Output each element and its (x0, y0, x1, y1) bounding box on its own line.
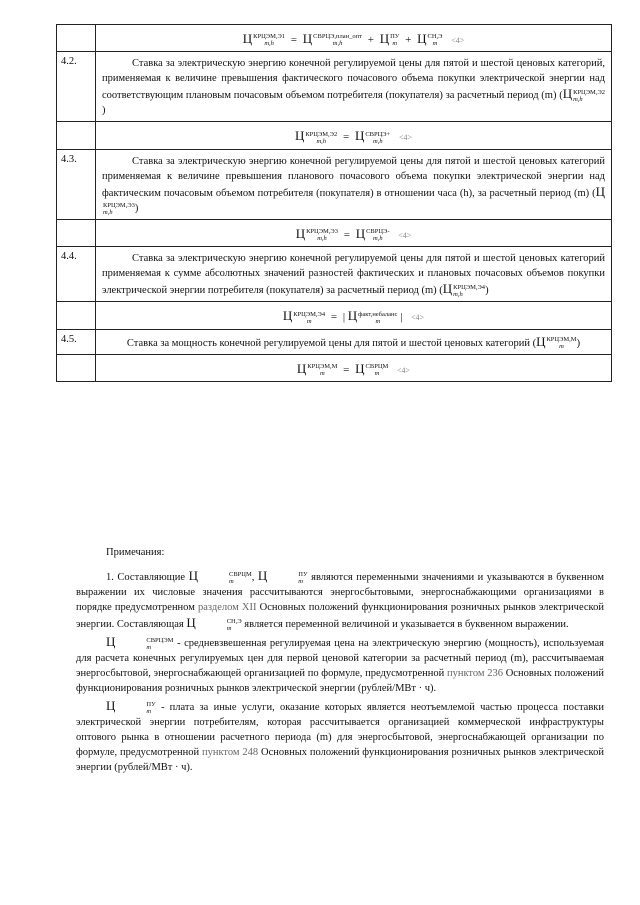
sub: m (559, 343, 564, 351)
sub: m,h (317, 235, 327, 243)
row-description: Ставка за мощность конечной регулируемой цены для пятой и шестой ценовых категорий (Ц КРЦЭМ,М m ) (96, 329, 612, 354)
symbol: Ц (242, 31, 253, 46)
sup: СВРЦЭ,план_опт (313, 33, 362, 41)
symbol: Ц (106, 698, 116, 713)
equals-sign: = (330, 311, 338, 324)
table-row (57, 52, 612, 122)
equals-sign: = (342, 131, 350, 144)
sup: СН,Э (226, 617, 242, 625)
row-description: Ставка за электрическую энергию конечной регулируемой цены для пятой и шестой ценовых категорий применяемая к величине превышения планового почасового объема покупки электрической энергии над фактическим почасовым объемом потребителя (покупателя) в отношении часа (h), за расчетный период (m) (Ц КРЦЭМ,Э3 m,h ) (96, 149, 612, 219)
symbol: Ц (282, 308, 293, 324)
comma: , (251, 572, 255, 583)
sup: КРЦЭМ,Э3 (306, 228, 338, 236)
sub: m,h (373, 235, 383, 243)
sup: СН,Э (427, 33, 443, 41)
symbol: Ц (257, 568, 268, 583)
formula-4-1 (96, 25, 612, 52)
note-text: Основных положений функционирования розничных рынков электрической энергии (рублей/МВт · ч). (76, 668, 605, 694)
symbol: Ц (106, 634, 116, 649)
equals-sign: = (290, 34, 298, 46)
table-row (57, 25, 612, 52)
formula-4-4: Ц КРЦЭМ,Э4 m = | Ц факт,небаланс m | <4> (96, 302, 612, 329)
sup: ПУ (146, 700, 156, 708)
sub: m (392, 40, 398, 48)
sup: ПУ (390, 33, 400, 41)
footnote-ref[interactable]: <4> (398, 230, 412, 240)
empty-cell (57, 219, 96, 246)
symbol: Ц (562, 86, 573, 102)
sup: КРЦЭМ,Э2 (573, 89, 605, 97)
description-text: Ставка за электрическую энергию конечной регулируемой цены для пятой и шестой ценовых категорий применяемая к величине превышения планового почасового объема покупки электрической энергии над фактическим почасовым объемом потребителя (покупателя) в отношении часа (h), за расчетный период (m) (102, 155, 605, 199)
sub: m (375, 317, 381, 325)
symbol: Ц (354, 128, 365, 144)
sup: КРЦЭМ,Э4 (293, 310, 326, 318)
point-link[interactable]: пунктом 236 (446, 668, 504, 679)
notes-section (76, 545, 604, 777)
sup: КРЦЭМ,М (307, 363, 338, 371)
empty-cell (57, 302, 96, 329)
sub: m (374, 370, 380, 378)
sub: m (298, 577, 303, 585)
note-text: - плата за иные услуги, оказание которых является неотъемлемой частью процесса поставки электрической энергии потребителям, которая рассчитывается организацией коммерческой инфраструктуры оптового рынка в отношении расчетного периода (m) для энергосбытовой, энергоснабжающей организации по формуле, предусмотренной (76, 702, 605, 758)
sup: ПУ (298, 570, 308, 578)
table-row (57, 149, 612, 219)
note-text: 1. Составляющие (106, 572, 186, 583)
sub: m,h (332, 40, 343, 48)
row-number: 4.4. (57, 247, 96, 302)
symbol: Ц (186, 615, 196, 630)
tariff-table (56, 24, 612, 382)
symbol: Ц (294, 128, 305, 144)
note-text: - средневзвешенная регулируемая цена на электрическую энергию (мощность), используемая для расчета конечных регулируемых цен для первой ценовой категории за расчетный период (m), рассчитываемая энергосбытовой, энергоснабжающей организацией по формуле, предусмотренной (76, 638, 604, 679)
sup: СВРЦМ (228, 570, 252, 578)
equals-sign: = (343, 228, 350, 241)
row-number: 4.2. (57, 52, 96, 122)
note-2 (76, 634, 604, 696)
symbol: Ц (595, 183, 605, 199)
sup: СВРЦЭ- (366, 228, 390, 236)
sup: КРЦЭМ,Э2 (305, 130, 338, 138)
symbol: Ц (355, 225, 366, 241)
notes-title: Примечания: (106, 547, 165, 558)
table-row (57, 354, 612, 381)
note-text: Основных положений функционирования розничных рынков электрической энергии (рублей/МВт · ч). (76, 747, 604, 773)
plus-sign: + (367, 34, 374, 46)
row-number: 4.5. (57, 329, 96, 354)
table-row (57, 302, 612, 329)
description-text: Ставка за электрическую энергию конечной регулируемой цены для пятой и шестой ценовых категорий, применяемая к величине превышения фактического почасового объема покупки электрической энергии над соответствующим плановым почасовым объемом потребителя (покупателя) за расчетный период (m) (102, 58, 605, 102)
description-text: Ставка за электрическую энергию конечной регулируемой цены для пятой и шестой ценовых категорий применяемая к сумме абсолютных значений разностей фактических и плановых почасовых объемов покупки электрической энергии потребителя (покупателя) за расчетный период (m) (102, 253, 605, 297)
row-description: Ставка за электрическую энергию конечной регулируемой цены для пятой и шестой ценовых категорий, применяемая к величине превышения фактического почасового объема покупки электрической энергии над соответствующим плановым почасовым объемом потребителя (покупателя) за расчетный период (m) (Ц КРЦЭМ,Э2 m,h ) (96, 52, 612, 122)
sub: m (228, 577, 234, 585)
sub: m,h (373, 137, 383, 145)
empty-cell (57, 122, 96, 149)
section-link[interactable]: разделом XII (198, 602, 257, 613)
sub: m (306, 317, 312, 325)
sub: m (226, 624, 232, 632)
sub: m,h (103, 208, 113, 216)
sup: КРЦЭМ,Э3 (103, 201, 135, 209)
row-number: 4.3. (57, 149, 96, 219)
sub: m,h (264, 40, 274, 48)
sub: m (146, 707, 152, 715)
equals-sign: = (343, 363, 350, 376)
sup: СВРЦЭМ (146, 636, 174, 644)
description-text: Ставка за мощность конечной регулируемой цены для пятой и шестой ценовых категорий (126, 337, 530, 349)
formula-4-3 (96, 219, 612, 246)
footnote-ref[interactable]: <4> (399, 133, 413, 143)
symbol: Ц (355, 360, 365, 376)
sup: КРЦЭМ,М (546, 336, 577, 344)
formula-4-2 (96, 122, 612, 149)
note-text: Основных положений функционирования розничных рынков электрической энергии. Составляющая (76, 602, 604, 630)
sub: m,h (316, 137, 327, 145)
row-description: Ставка за электрическую энергию конечной регулируемой цены для пятой и шестой ценовых категорий применяемая к сумме абсолютных значений разностей фактических и плановых почасовых объемов покупки электрической энергии потребителя (покупателя) за расчетный период (m) (Ц КРЦЭМ,Э4 m,h ) (96, 247, 612, 302)
sup: КРЦЭМ,Э1 (253, 33, 286, 41)
symbol: Ц (536, 333, 546, 349)
formula-4-5 (96, 354, 612, 381)
note-3 (76, 698, 604, 775)
sup: СВРЦЭ+ (365, 130, 391, 138)
symbol: Ц (442, 281, 453, 297)
sub: m (320, 370, 325, 378)
symbol: Ц (347, 308, 358, 324)
footnote-ref[interactable]: <4> (397, 365, 411, 375)
symbol: Ц (296, 360, 307, 376)
sup: факт,небаланс (358, 310, 398, 318)
note-text: является переменной величиной и указывается в буквенном выражении. (244, 619, 569, 630)
symbol: Ц (188, 568, 198, 583)
empty-cell (57, 354, 96, 381)
note-text: являются переменными значениями и указываются в буквенном выражении их числовые значения рассчитываются энергосбытовыми, энергоснабжающими организациями в порядке предусмотренном (76, 572, 605, 613)
footnote-ref[interactable]: <4> (411, 313, 425, 323)
plus-sign: + (405, 34, 412, 46)
symbol: Ц (302, 31, 313, 46)
sub: m (146, 643, 152, 651)
sub: m,h (453, 291, 463, 298)
note-1 (76, 568, 604, 632)
symbol: Ц (295, 225, 306, 241)
row-number (57, 25, 96, 52)
point-link[interactable]: пунктом 248 (201, 747, 259, 758)
sub: m (432, 40, 438, 48)
table-row (57, 219, 612, 246)
table-row (57, 247, 612, 302)
symbol: Ц (417, 31, 427, 46)
table-row (57, 329, 612, 354)
footnote-ref[interactable]: <4> (451, 36, 465, 45)
sup: СВРЦМ (365, 363, 389, 371)
symbol: Ц (379, 31, 390, 46)
table-row (57, 122, 612, 149)
sup: КРЦЭМ,Э4 (453, 284, 486, 291)
sub: m,h (573, 96, 583, 104)
